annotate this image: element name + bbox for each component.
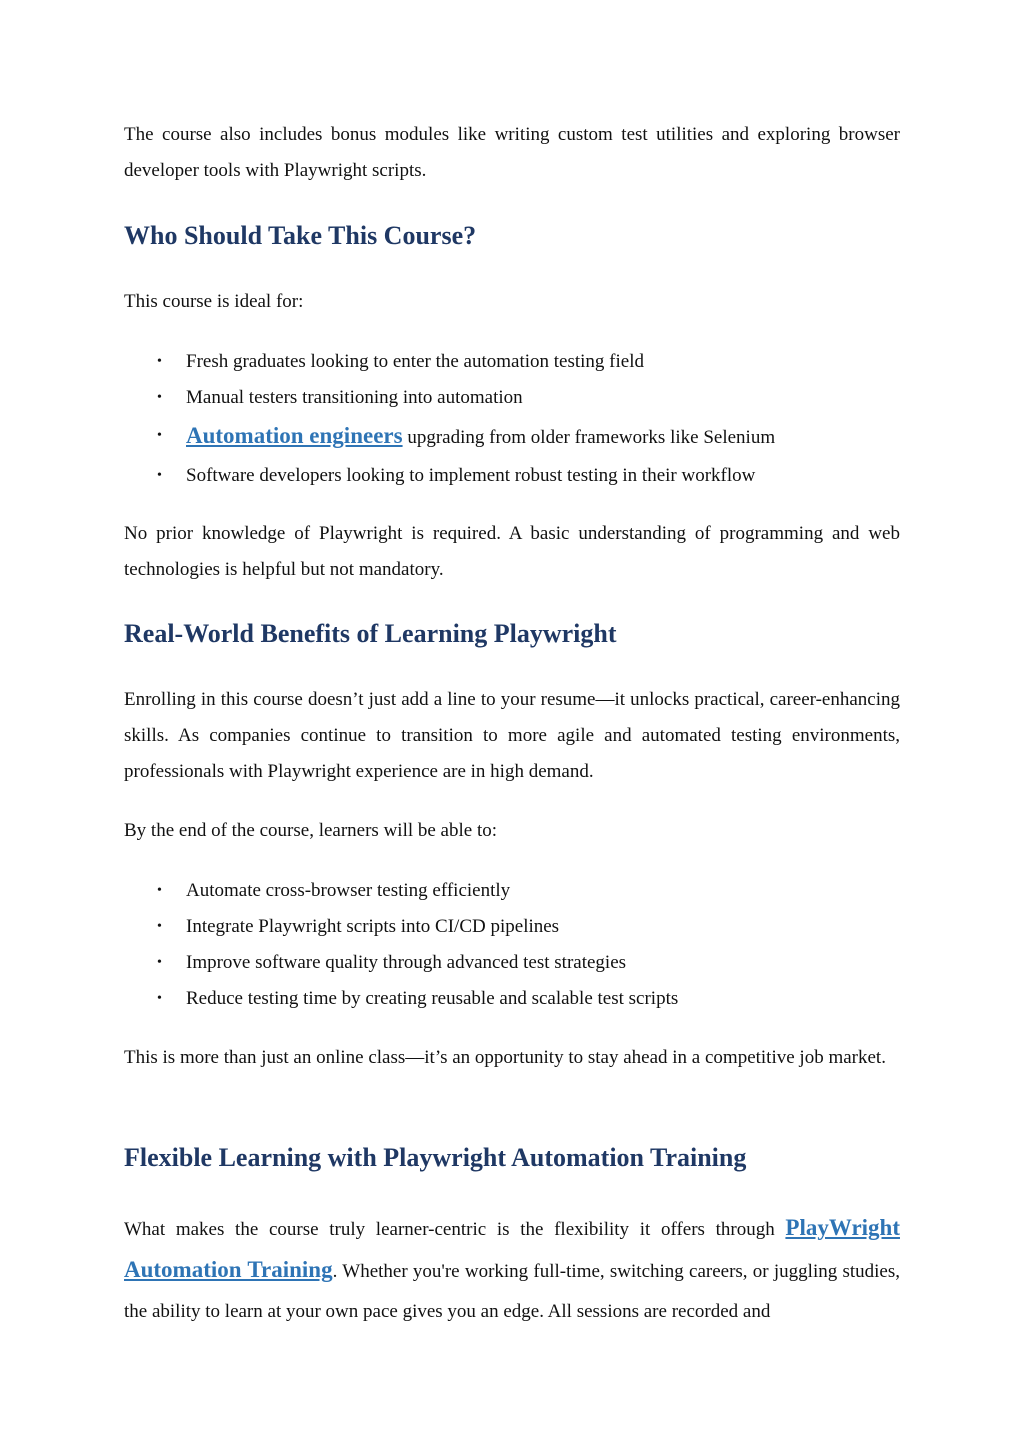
benefits-heading-block: [124, 617, 900, 651]
list-item-text: Integrate Playwright scripts into CI/CD pipelines: [186, 916, 560, 937]
flexible-text-after: . Whether you're working full-time, switching careers, or juggling studies, the ability to learn at your own pace gives you an edge. All sessions are recorded and: [124, 1261, 900, 1322]
list-item-text: Improve software quality through advanced test strategies: [186, 952, 627, 973]
flexible-paragraph-block: [124, 1208, 900, 1332]
automation-engineers-link[interactable]: Automation engineers: [186, 423, 403, 448]
benefits-paragraph: Enrolling in this course doesn’t just add a line to your resume—it unlocks practical, career-enhancing skills. As companies continue to transition to more agile and automated testing environments, professionals with Playwright experience are in high demand.: [124, 689, 900, 782]
list-item-text: upgrading from older frameworks like Selenium: [407, 427, 776, 448]
bullet-icon: •: [157, 390, 162, 405]
bullet-icon: •: [157, 428, 162, 443]
who-list-block: [124, 344, 900, 494]
who-note: No prior knowledge of Playwright is required. A basic understanding of programming and web technologies is helpful but not mandatory.: [124, 523, 900, 580]
list-item: [124, 873, 900, 909]
who-heading-block: [124, 219, 900, 253]
playwright-automation-training-link[interactable]: PlayWright Automation Training: [124, 1215, 900, 1282]
list-item-text: Automate cross-browser testing efficiently: [186, 880, 511, 901]
who-heading: Who Should Take This Course?: [124, 221, 477, 250]
intro-paragraph-block: [124, 117, 900, 189]
flexible-paragraph: [124, 1208, 900, 1332]
list-item: [124, 416, 900, 458]
who-lead: This course is ideal for:: [124, 291, 304, 312]
list-item: [124, 945, 900, 981]
benefits-lead-block: [124, 813, 900, 849]
intro-paragraph: The course also includes bonus modules like writing custom test utilities and exploring browser developer tools with Playwright scripts.: [124, 124, 900, 181]
list-item: [124, 380, 900, 416]
flexible-heading-block: [124, 1141, 900, 1175]
benefits-lead: By the end of the course, learners will be able to:: [124, 820, 498, 841]
flexible-text-before: What makes the course truly learner-centric is the flexibility it offers through: [124, 1219, 786, 1240]
benefits-paragraph-block: [124, 682, 900, 790]
bullet-icon: •: [157, 354, 162, 369]
benefits-list: [124, 873, 900, 1017]
benefits-closing: This is more than just an online class—it’s an opportunity to stay ahead in a competitive job market.: [124, 1047, 886, 1068]
benefits-heading: Real-World Benefits of Learning Playwright: [124, 619, 617, 648]
bullet-icon: •: [157, 991, 162, 1006]
list-item-text: Software developers looking to implement robust testing in their workflow: [186, 465, 756, 486]
flexible-heading: Flexible Learning with Playwright Automation Training: [124, 1143, 747, 1172]
list-item: [124, 458, 900, 494]
bullet-icon: •: [157, 919, 162, 934]
list-item-text: Fresh graduates looking to enter the automation testing field: [186, 351, 645, 372]
benefits-list-block: [124, 873, 900, 1017]
benefits-closing-block: [124, 1040, 900, 1076]
list-item-text: Manual testers transitioning into automation: [186, 387, 523, 408]
who-lead-block: [124, 284, 900, 320]
list-item: [124, 344, 900, 380]
who-list: [124, 344, 900, 494]
list-item: [124, 981, 900, 1017]
bullet-icon: •: [157, 468, 162, 483]
who-note-block: [124, 516, 900, 588]
bullet-icon: •: [157, 883, 162, 898]
list-item: [124, 909, 900, 945]
bullet-icon: •: [157, 955, 162, 970]
list-item-text: Reduce testing time by creating reusable and scalable test scripts: [186, 988, 679, 1009]
